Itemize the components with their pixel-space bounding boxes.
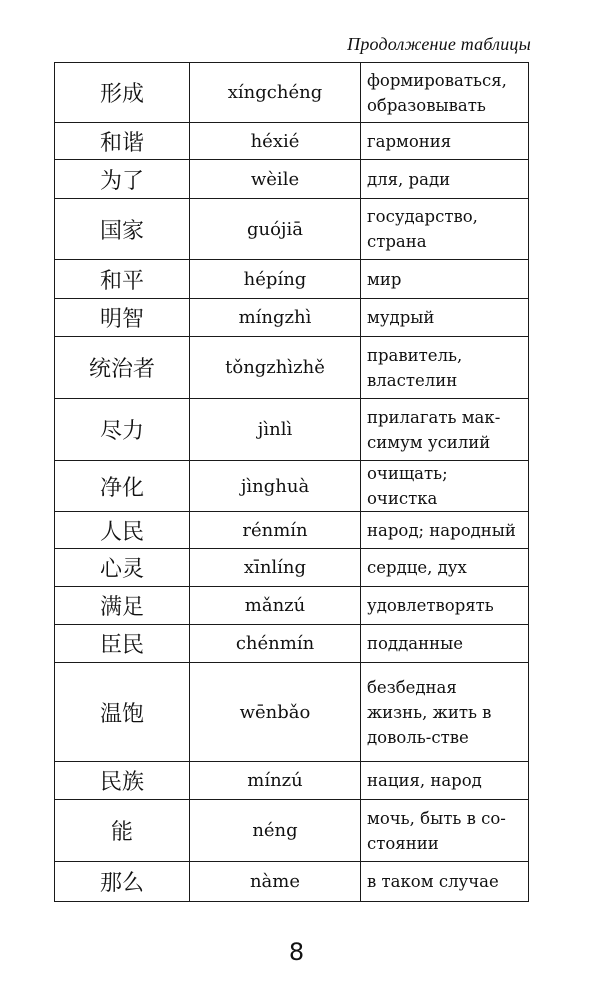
pinyin-cell: jìnghuà <box>190 461 361 512</box>
table-row <box>55 625 529 663</box>
pinyin-cell: wèile <box>190 160 361 199</box>
translation-cell: мочь, быть в со-стоянии <box>361 800 529 862</box>
table-row <box>55 587 529 625</box>
table-row <box>55 762 529 800</box>
translation-cell: сердце, дух <box>361 549 529 587</box>
table-row <box>55 663 529 762</box>
hanzi-cell: 满足 <box>55 587 190 625</box>
table-row <box>55 461 529 512</box>
table-row <box>55 199 529 260</box>
pinyin-cell: néng <box>190 800 361 862</box>
translation-cell: мир <box>361 260 529 299</box>
translation-cell: в таком случае <box>361 862 529 902</box>
hanzi-cell: 国家 <box>55 199 190 260</box>
hanzi-cell: 为了 <box>55 160 190 199</box>
table-row <box>55 512 529 549</box>
translation-cell: правитель, властелин <box>361 337 529 399</box>
table-row <box>55 299 529 337</box>
translation-cell: безбедная жизнь, жить в доволь-стве <box>361 663 529 762</box>
hanzi-cell: 和谐 <box>55 123 190 160</box>
translation-cell: прилагать мак-симум усилий <box>361 399 529 461</box>
hanzi-cell: 和平 <box>55 260 190 299</box>
hanzi-cell: 民族 <box>55 762 190 800</box>
hanzi-cell: 心灵 <box>55 549 190 587</box>
pinyin-cell: mǎnzú <box>190 587 361 625</box>
page-number: 8 <box>288 938 305 966</box>
table-continuation-caption: Продолжение таблицы <box>347 34 531 54</box>
pinyin-cell: chénmín <box>190 625 361 663</box>
hanzi-cell: 净化 <box>55 461 190 512</box>
pinyin-cell: mínzú <box>190 762 361 800</box>
hanzi-cell: 统治者 <box>55 337 190 399</box>
table-row <box>55 123 529 160</box>
pinyin-cell: xīnlíng <box>190 549 361 587</box>
pinyin-cell: rénmín <box>190 512 361 549</box>
vocabulary-table <box>54 62 529 902</box>
translation-cell: подданные <box>361 625 529 663</box>
hanzi-cell: 能 <box>55 800 190 862</box>
hanzi-cell: 尽力 <box>55 399 190 461</box>
pinyin-cell: héxié <box>190 123 361 160</box>
translation-cell: формироваться, образовывать <box>361 63 529 123</box>
translation-cell: удовлетворять <box>361 587 529 625</box>
hanzi-cell: 形成 <box>55 63 190 123</box>
hanzi-cell: 臣民 <box>55 625 190 663</box>
hanzi-cell: 温饱 <box>55 663 190 762</box>
table-row <box>55 549 529 587</box>
translation-cell: государство, страна <box>361 199 529 260</box>
table-row <box>55 862 529 902</box>
table-row <box>55 399 529 461</box>
table-row <box>55 260 529 299</box>
pinyin-cell: hépíng <box>190 260 361 299</box>
table-row <box>55 337 529 399</box>
pinyin-cell: wēnbǎo <box>190 663 361 762</box>
pinyin-cell: tǒngzhìzhě <box>190 337 361 399</box>
hanzi-cell: 人民 <box>55 512 190 549</box>
pinyin-cell: guójiā <box>190 199 361 260</box>
pinyin-cell: nàme <box>190 862 361 902</box>
pinyin-cell: xíngchéng <box>190 63 361 123</box>
table-row <box>55 63 529 123</box>
table-row <box>55 160 529 199</box>
pinyin-cell: jìnlì <box>190 399 361 461</box>
translation-cell: мудрый <box>361 299 529 337</box>
translation-cell: для, ради <box>361 160 529 199</box>
translation-cell: народ; народный <box>361 512 529 549</box>
translation-cell: очищать; очистка <box>361 461 529 512</box>
translation-cell: гармония <box>361 123 529 160</box>
hanzi-cell: 那么 <box>55 862 190 902</box>
pinyin-cell: míngzhì <box>190 299 361 337</box>
hanzi-cell: 明智 <box>55 299 190 337</box>
table-row <box>55 800 529 862</box>
translation-cell: нация, народ <box>361 762 529 800</box>
